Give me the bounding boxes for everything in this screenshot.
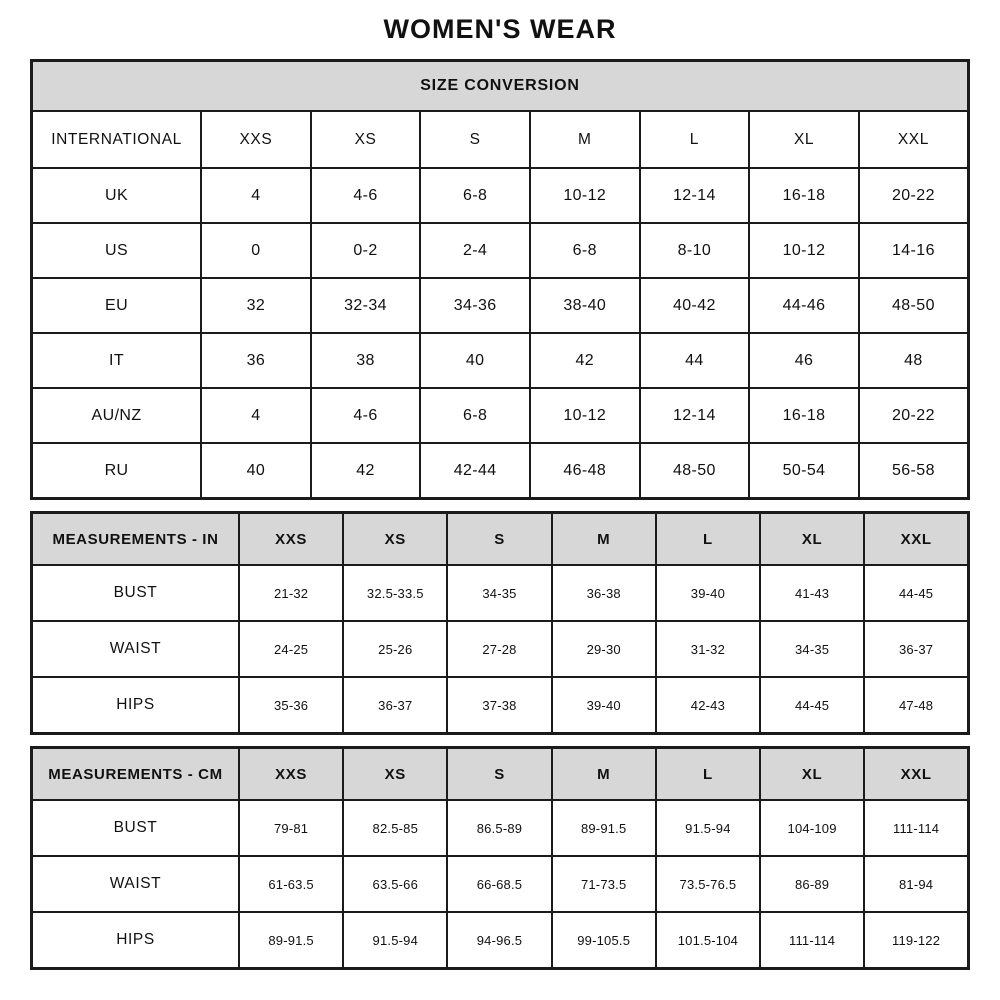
value-cell: 44-46 — [749, 278, 859, 333]
column-header: XS — [311, 111, 421, 168]
value-cell: 40 — [201, 443, 311, 499]
value-cell: 29-30 — [552, 621, 656, 677]
value-cell: 16-18 — [749, 168, 859, 223]
column-header: XXL — [864, 748, 968, 801]
value-cell: 91.5-94 — [343, 912, 447, 969]
value-cell: 42 — [530, 333, 640, 388]
row-label: BUST — [32, 565, 239, 621]
value-cell: 48 — [859, 333, 969, 388]
value-cell: 38-40 — [530, 278, 640, 333]
table-caption: MEASUREMENTS - IN — [32, 513, 239, 566]
value-cell: 32.5-33.5 — [343, 565, 447, 621]
value-cell: 36-38 — [552, 565, 656, 621]
table-row — [32, 111, 969, 168]
value-cell: 8-10 — [640, 223, 750, 278]
value-cell: 48-50 — [640, 443, 750, 499]
column-header: XL — [749, 111, 859, 168]
value-cell: 38 — [311, 333, 421, 388]
value-cell: 39-40 — [552, 677, 656, 734]
value-cell: 6-8 — [420, 388, 530, 443]
column-header: XL — [760, 513, 864, 566]
table-row — [32, 388, 969, 443]
column-header: S — [447, 513, 551, 566]
value-cell: 40-42 — [640, 278, 750, 333]
value-cell: 81-94 — [864, 856, 968, 912]
value-cell: 31-32 — [656, 621, 760, 677]
value-cell: 34-35 — [447, 565, 551, 621]
row-label: HIPS — [32, 912, 239, 969]
value-cell: 91.5-94 — [656, 800, 760, 856]
value-cell: 94-96.5 — [447, 912, 551, 969]
value-cell: 99-105.5 — [552, 912, 656, 969]
value-cell: 46 — [749, 333, 859, 388]
value-cell: 111-114 — [864, 800, 968, 856]
value-cell: 12-14 — [640, 168, 750, 223]
row-label: IT — [32, 333, 202, 388]
value-cell: 0-2 — [311, 223, 421, 278]
column-header: L — [656, 748, 760, 801]
table-row — [32, 443, 969, 499]
value-cell: 12-14 — [640, 388, 750, 443]
table-row — [32, 856, 969, 912]
value-cell: 20-22 — [859, 168, 969, 223]
value-cell: 4-6 — [311, 388, 421, 443]
value-cell: 44-45 — [864, 565, 968, 621]
value-cell: 42 — [311, 443, 421, 499]
value-cell: 63.5-66 — [343, 856, 447, 912]
row-label: US — [32, 223, 202, 278]
column-header: S — [447, 748, 551, 801]
value-cell: 35-36 — [239, 677, 343, 734]
value-cell: 89-91.5 — [239, 912, 343, 969]
column-header: M — [552, 748, 656, 801]
value-cell: 32-34 — [311, 278, 421, 333]
table-row — [32, 677, 969, 734]
row-label: RU — [32, 443, 202, 499]
value-cell: 39-40 — [656, 565, 760, 621]
value-cell: 101.5-104 — [656, 912, 760, 969]
value-cell: 44-45 — [760, 677, 864, 734]
value-cell: 46-48 — [530, 443, 640, 499]
value-cell: 61-63.5 — [239, 856, 343, 912]
value-cell: 119-122 — [864, 912, 968, 969]
value-cell: 10-12 — [749, 223, 859, 278]
value-cell: 4-6 — [311, 168, 421, 223]
table-row — [32, 912, 969, 969]
value-cell: 36-37 — [343, 677, 447, 734]
column-header: XXS — [201, 111, 311, 168]
value-cell: 111-114 — [760, 912, 864, 969]
page-title: WOMEN'S WEAR — [383, 14, 617, 44]
row-label: HIPS — [32, 677, 239, 734]
value-cell: 27-28 — [447, 621, 551, 677]
value-cell: 34-36 — [420, 278, 530, 333]
value-cell: 24-25 — [239, 621, 343, 677]
value-cell: 42-43 — [656, 677, 760, 734]
measurements-cm-table — [30, 746, 970, 970]
column-header: S — [420, 111, 530, 168]
table-row — [32, 333, 969, 388]
value-cell: 48-50 — [859, 278, 969, 333]
value-cell: 41-43 — [760, 565, 864, 621]
value-cell: 21-32 — [239, 565, 343, 621]
row-header: INTERNATIONAL — [32, 111, 202, 168]
value-cell: 4 — [201, 168, 311, 223]
value-cell: 10-12 — [530, 168, 640, 223]
value-cell: 36-37 — [864, 621, 968, 677]
value-cell: 2-4 — [420, 223, 530, 278]
value-cell: 25-26 — [343, 621, 447, 677]
table-row — [32, 621, 969, 677]
table-caption: MEASUREMENTS - CM — [32, 748, 239, 801]
column-header: XXS — [239, 513, 343, 566]
table-row — [32, 748, 969, 801]
row-label: AU/NZ — [32, 388, 202, 443]
column-header: M — [530, 111, 640, 168]
value-cell: 40 — [420, 333, 530, 388]
value-cell: 44 — [640, 333, 750, 388]
column-header: XL — [760, 748, 864, 801]
row-label: WAIST — [32, 621, 239, 677]
value-cell: 89-91.5 — [552, 800, 656, 856]
value-cell: 86.5-89 — [447, 800, 551, 856]
value-cell: 10-12 — [530, 388, 640, 443]
value-cell: 71-73.5 — [552, 856, 656, 912]
column-header: XS — [343, 748, 447, 801]
table-row — [32, 278, 969, 333]
value-cell: 16-18 — [749, 388, 859, 443]
value-cell: 56-58 — [859, 443, 969, 499]
table-row — [32, 223, 969, 278]
row-label: UK — [32, 168, 202, 223]
value-cell: 50-54 — [749, 443, 859, 499]
column-header: XS — [343, 513, 447, 566]
column-header: L — [656, 513, 760, 566]
value-cell: 34-35 — [760, 621, 864, 677]
measurements-in-table — [30, 511, 970, 735]
row-label: EU — [32, 278, 202, 333]
column-header: L — [640, 111, 750, 168]
column-header: XXL — [864, 513, 968, 566]
value-cell: 104-109 — [760, 800, 864, 856]
value-cell: 32 — [201, 278, 311, 333]
table-row — [32, 61, 969, 112]
column-header: XXS — [239, 748, 343, 801]
column-header: XXL — [859, 111, 969, 168]
value-cell: 4 — [201, 388, 311, 443]
value-cell: 0 — [201, 223, 311, 278]
table-row — [32, 800, 969, 856]
size-conversion-table — [30, 59, 970, 500]
value-cell: 42-44 — [420, 443, 530, 499]
value-cell: 6-8 — [420, 168, 530, 223]
column-header: M — [552, 513, 656, 566]
value-cell: 82.5-85 — [343, 800, 447, 856]
table-row — [32, 565, 969, 621]
value-cell: 36 — [201, 333, 311, 388]
value-cell: 66-68.5 — [447, 856, 551, 912]
value-cell: 86-89 — [760, 856, 864, 912]
value-cell: 73.5-76.5 — [656, 856, 760, 912]
value-cell: 20-22 — [859, 388, 969, 443]
value-cell: 6-8 — [530, 223, 640, 278]
row-label: BUST — [32, 800, 239, 856]
table-caption: SIZE CONVERSION — [32, 61, 969, 112]
table-row — [32, 513, 969, 566]
value-cell: 79-81 — [239, 800, 343, 856]
value-cell: 37-38 — [447, 677, 551, 734]
row-label: WAIST — [32, 856, 239, 912]
table-row — [32, 168, 969, 223]
value-cell: 14-16 — [859, 223, 969, 278]
value-cell: 47-48 — [864, 677, 968, 734]
